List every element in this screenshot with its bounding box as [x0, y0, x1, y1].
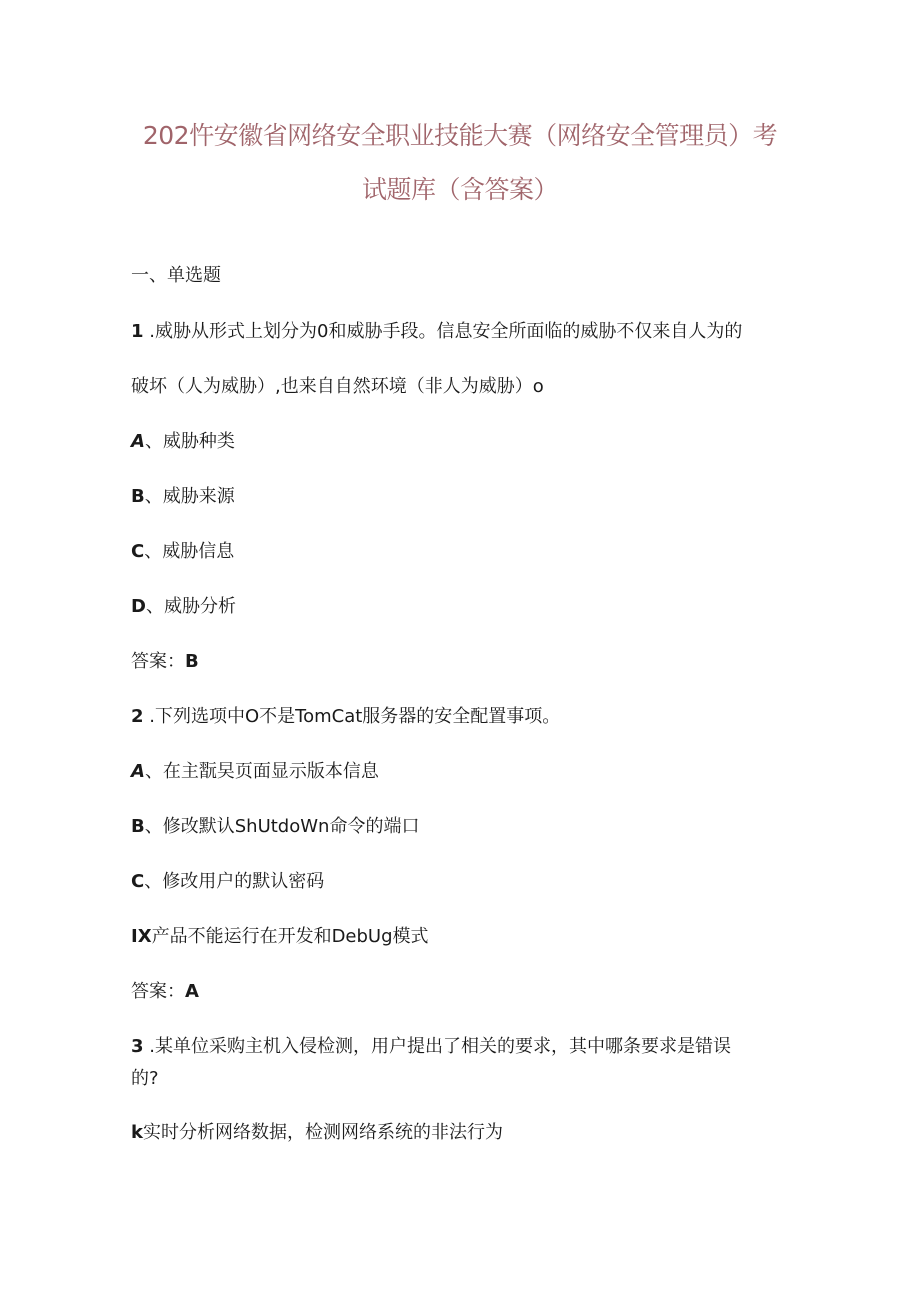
question-2-option-d — [131, 924, 429, 950]
option-text: 、修改默认ShUtdoWn命令的端口 — [144, 816, 420, 837]
option-letter: C — [131, 541, 145, 562]
question-1-option-c — [131, 539, 234, 565]
answer-label: 答案： — [131, 981, 185, 1002]
option-text: 、威胁分析 — [145, 596, 236, 617]
question-2-line-1 — [131, 704, 560, 730]
question-2-text: .下列选项中O不是TomCat服务器的安全配置事项。 — [149, 706, 561, 727]
question-3-number: 3 — [131, 1036, 144, 1057]
question-1-option-b — [131, 484, 235, 510]
option-letter: D — [131, 596, 146, 617]
question-1-answer — [131, 649, 199, 675]
answer-label: 答案： — [131, 651, 185, 672]
question-3-option-a — [131, 1120, 503, 1146]
option-letter: A — [131, 431, 145, 452]
option-letter: A — [131, 761, 145, 782]
question-1-option-d — [131, 594, 236, 620]
option-text: 、威胁种类 — [144, 431, 235, 452]
question-1-option-a — [131, 429, 235, 455]
question-2-option-c — [131, 869, 324, 895]
question-1-number: 1 — [131, 321, 144, 342]
question-2-number: 2 — [131, 706, 144, 727]
section-heading: 一、单选题 — [131, 265, 221, 286]
option-text: 、威胁来源 — [144, 486, 235, 507]
option-letter: k — [131, 1122, 143, 1143]
answer-value: B — [185, 651, 199, 672]
option-text: 、修改用户的默认密码 — [144, 871, 325, 892]
question-3-line-1 — [131, 1034, 731, 1060]
question-3-text: .某单位采购主机入侵检测，用户提出了相关的要求，其中哪条要求是错误 — [149, 1036, 731, 1057]
question-1-text: .威胁从形式上划分为0和威胁手段。信息安全所面临的威胁不仅来自人为的 — [149, 321, 743, 342]
option-letter: B — [131, 486, 145, 507]
question-1-line-2: 破坏（人为威胁）,也来自自然环境（非人为威胁）o — [131, 376, 544, 397]
document-title-line-1: 202忤安徽省网络安全职业技能大赛（网络安全管理员）考 — [142, 121, 778, 150]
option-letter: IX — [131, 926, 152, 947]
question-1-line-1 — [131, 319, 742, 345]
answer-value: A — [185, 981, 199, 1002]
question-2-option-b — [131, 814, 419, 840]
option-text: 产品不能运行在开发和DebUg模式 — [151, 926, 429, 947]
option-text: 实时分析网络数据，检测网络系统的非法行为 — [142, 1122, 503, 1143]
question-3-line-2: 的? — [131, 1068, 159, 1089]
question-2-answer — [131, 979, 199, 1005]
question-2-option-a — [131, 759, 379, 785]
option-text: 、在主翫旲页面显示版本信息 — [144, 761, 379, 782]
option-letter: B — [131, 816, 145, 837]
option-letter: C — [131, 871, 145, 892]
option-text: 、威胁信息 — [144, 541, 235, 562]
document-title-line-2: 试题库（含答案） — [361, 175, 558, 204]
